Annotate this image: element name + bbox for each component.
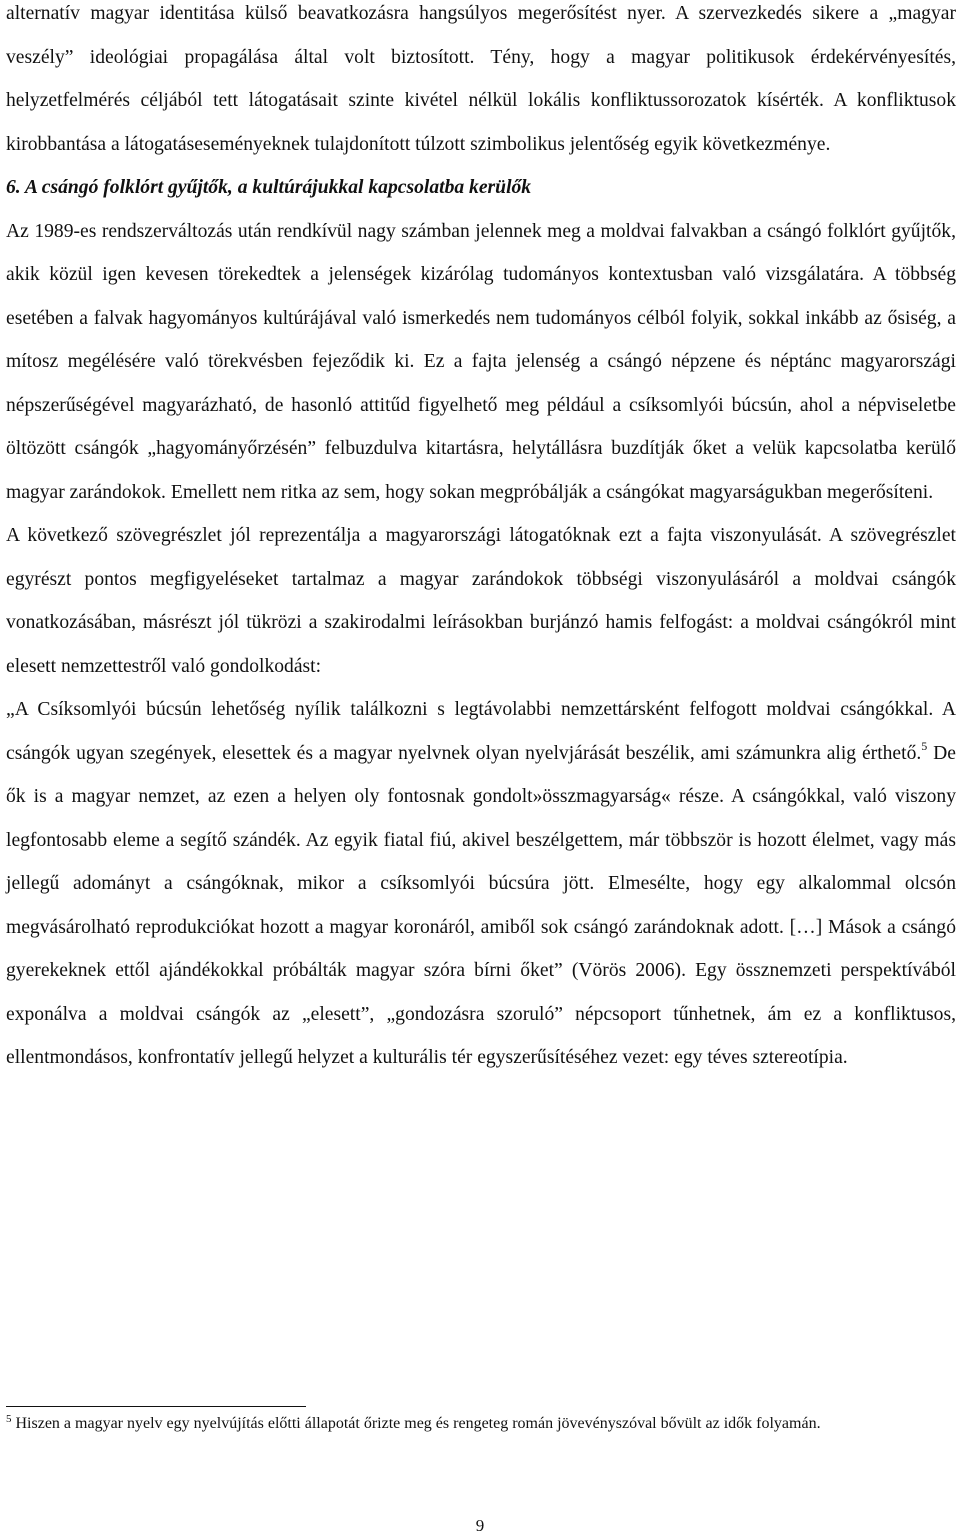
- paragraph-body-1: Az 1989-es rendszerváltozás után rendkívül nagy számban jelennek meg a moldvai falvakban a csángó folklórt gyűjtők, akik közül igen kevesen törekedtek a jelenségek kizárólag tudományos kontextusban való vizsgálatára. A többség esetében a falvak hagyományos kultúrájával való ismerkedés nem tudományos célból folyik, sokkal inkább az ősiség, a mítosz megélésére való törekvésben fejeződik ki. Ez a fajta jelenség a csángó népzene és néptánc magyarországi népszerűségével magyarázható, de hasonló attitűd figyelhető meg például a csíksomlyói búcsún, ahol a népviseletbe öltözött csángók „hagyományőrzésén” felbuzdulva kitartásra, helytállásra buzdítják őket a velük kapcsolatba kerülő magyar zarándokok. Emellett nem ritka az sem, hogy sokan megpróbálják a csángókat magyarságukban megerősíteni.: [6, 220, 956, 503]
- section-heading: 6. A csángó folklórt gyűjtők, a kultúrájukkal kapcsolatba kerülők: [6, 177, 532, 198]
- footnote: [6, 1413, 946, 1435]
- quotation-paragraph: [6, 688, 956, 1080]
- paragraph-intro: alternatív magyar identitása külső beavatkozásra hangsúlyos megerősítést nyer. A szervezkedés sikere a „magyar veszély” ideológiai propagálása által volt biztosított. Tény, hogy a magyar politikusok érdekérvényesítés, helyzetfelmérés céljából tett látogatásait szinte kivétel nélkül lokális konfliktussorozatok kísérték. A konfliktusok kirobbantása a látogatáseseményeknek tulajdonított túlzott szimbolikus jelentőség egyik következménye.: [6, 3, 956, 155]
- footnote-number: 5: [6, 1413, 12, 1425]
- page-body: [6, 0, 956, 1080]
- page-number: 9: [475, 1516, 485, 1535]
- footnote-reference: 5: [921, 738, 928, 753]
- paragraph-body-2: A következő szövegrészlet jól reprezentálja a magyarországi látogatóknak ezt a fajta viszonyulását. A szövegrészlet egyrészt pontos megfigyeléseket tartalmaz a magyar zarándokok többségi viszonyulásáról a moldvai csángók vonatkozásában, másrészt jól tükrözi a szakirodalmi leírásokban burjánzó hamis felfogást: a moldvai csángókról mint elesett nemzettestről való gondolkodást:: [6, 525, 956, 677]
- footnote-separator: [6, 1406, 306, 1407]
- footnote-text: Hiszen a magyar nyelv egy nyelvújítás előtti állapotát őrizte meg és rengeteg román jövevényszóval bővült az idők folyamán.: [15, 1415, 821, 1432]
- quotation-text-part-1: „A Csíksomlyói búcsún lehetőség nyílik találkozni s legtávolabbi nemzettársként felfogott moldvai csángókkal. A csángók ugyan szegények, elesettek és a magyar nyelvnek olyan nyelvjárását beszélik, ami számunkra alig érthető.: [6, 699, 956, 764]
- quotation-text-part-2: De ők is a magyar nemzet, az ezen a helyen oly fontosnak gondolt»összmagyarság« része. A csángókkal, való viszony legfontosabb eleme a segítő szándék. Az egyik fiatal fiú, akivel beszélgettem, már többször is hozott élelmet, vagy más jellegű adományt a csángóknak, mikor a csíksomlyói búcsúra jött. Elmesélte, hogy egy alkalommal olcsón megvásárolható reprodukciókat hozott a magyar koronáról, amiből sok csángó zarándoknak adott. […] Mások a csángó gyerekeknek ettől ajándékokkal próbálták magyar szóra bírni őket” (Vörös 2006). Egy össznemzeti perspektívából exponálva a moldvai csángók az „elesett”, „gondozásra szoruló” népcsoport tűnhetnek, ám ez a konfliktusos, ellentmondásos, konfrontatív jellegű helyzet a kulturális tér egyszerűsítéséhez vezet: egy téves sztereotípia.: [6, 742, 956, 1068]
